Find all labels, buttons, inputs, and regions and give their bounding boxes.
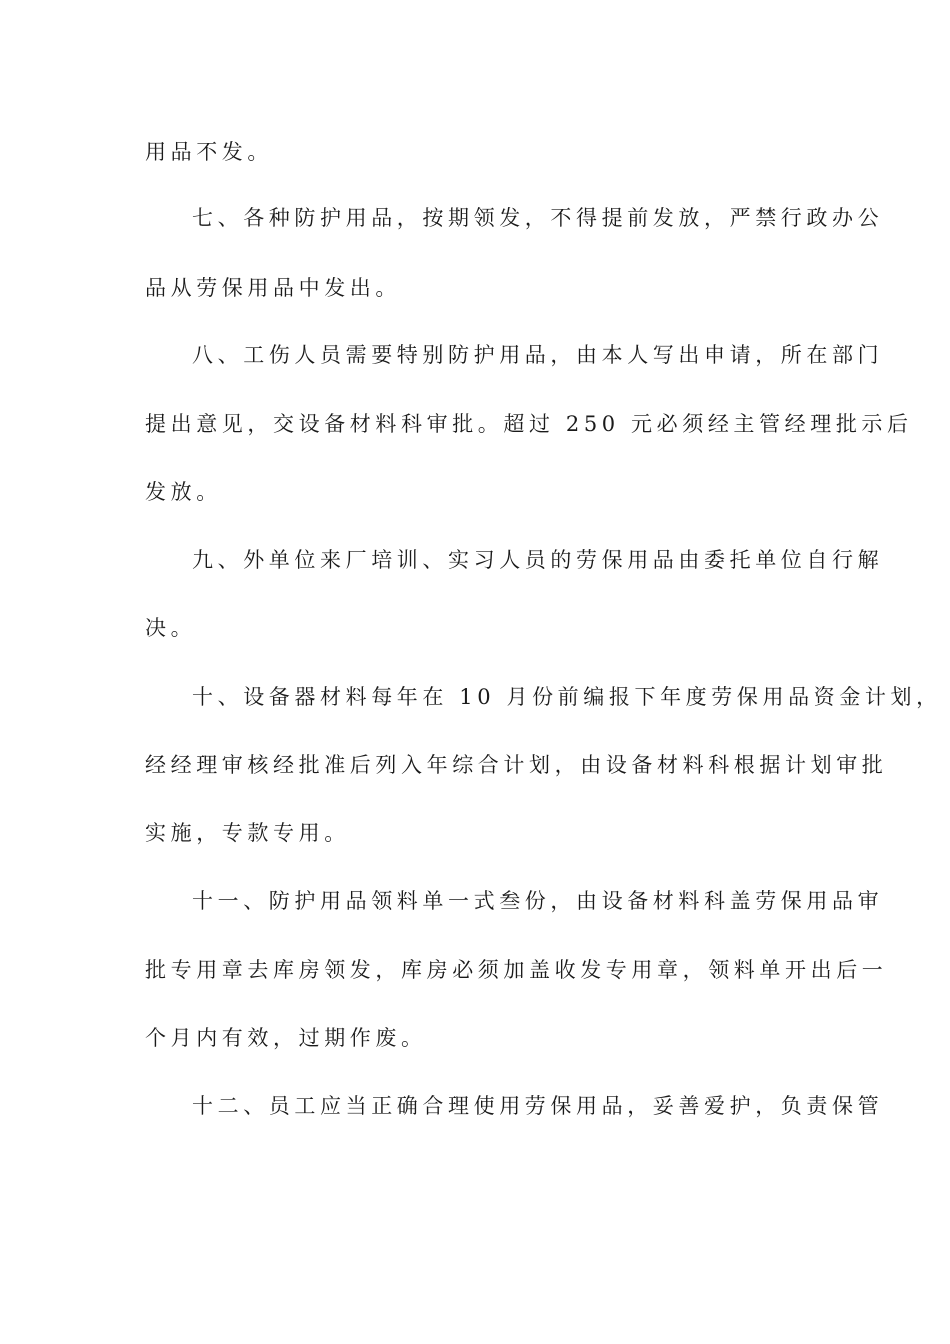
text-line: 实施，专款专用。 — [145, 821, 350, 845]
text-line: 批专用章去库房领发，库房必须加盖收发专用章，领料单开出后一 — [145, 958, 888, 982]
paragraph-10-start: 十、设备器材料每年在 10 月份前编报下年度劳保用品资金计划， — [192, 685, 942, 709]
paragraph-8-start: 八、工伤人员需要特别防护用品，由本人写出申请，所在部门 — [192, 343, 884, 367]
text-line: 提出意见，交设备材料科审批。超过 250 元必须经主管经理批示后 — [145, 412, 913, 436]
paragraph-12-start: 十二、员工应当正确合理使用劳保用品，妥善爱护，负责保管 — [192, 1094, 884, 1118]
text-line: 品从劳保用品中发出。 — [145, 276, 401, 300]
text-line: 个月内有效，过期作废。 — [145, 1026, 427, 1050]
paragraph-7-start: 七、各种防护用品，按期领发，不得提前发放，严禁行政办公 — [192, 206, 884, 230]
paragraph-9-start: 九、外单位来厂培训、实习人员的劳保用品由委托单位自行解 — [192, 548, 884, 572]
text-line: 用品不发。 — [145, 140, 273, 164]
text-line: 决。 — [145, 616, 197, 640]
text-line: 发放。 — [145, 480, 222, 504]
paragraph-11-start: 十一、防护用品领料单一式叁份，由设备材料科盖劳保用品审 — [192, 889, 884, 913]
text-line: 经经理审核经批准后列入年综合计划，由设备材料科根据计划审批 — [145, 753, 888, 777]
